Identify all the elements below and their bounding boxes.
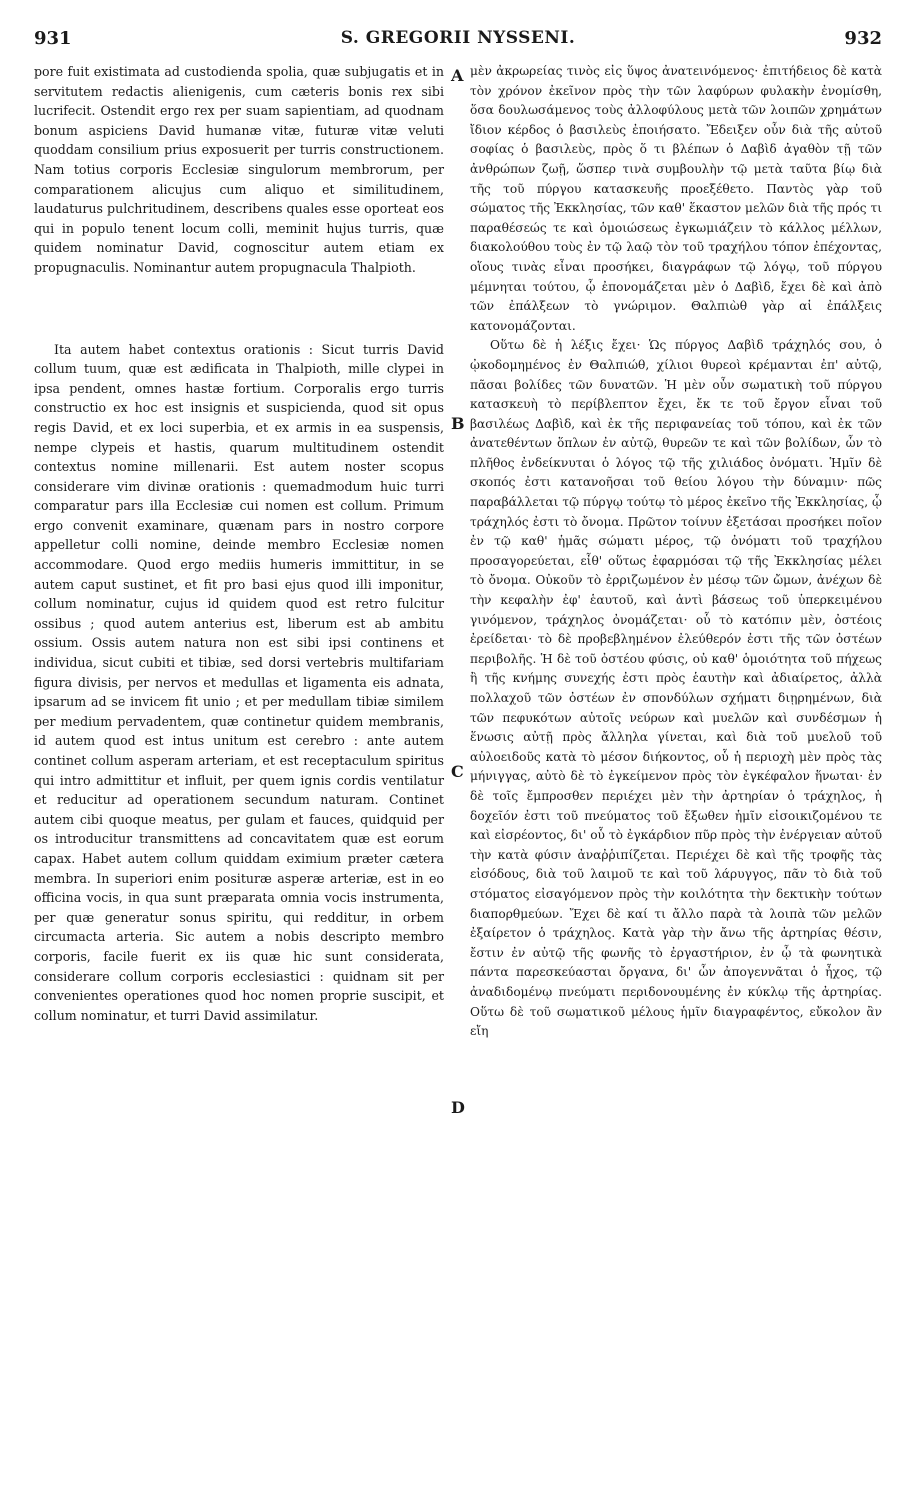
running-header: [34, 28, 882, 56]
latin-paragraph-2: Ita autem habet contextus orationis : Sicut turris David collum tuum, quæ est ædificata in Thalpioth, mille clypei in ipsa pendent, omnes hastæ fortium. Corporalis ergo turris constructio ex hoc est insignis et suspicienda, quod sit opus regis David, et ex loci superbia, et ex armis in ea suspensis, nempe clypeis et hastis, quarum multitudinem ostendit contextus nomine millenarii. Est autem noster scopus considerare vim divinæ orationis : quemadmodum huic turri comparatur pars illa Ecclesiæ cui nomen est collum. Primum ergo convenit examinare, quænam pars in nostro corpore appelletur colli nomine, deinde membro Ecclesiæ nomen accommodare. Quod ergo mediis humeris immittitur, in se autem caput sustinet, et fit pro basi ejus quod illi imponitur, collum nominatur, cujus id quidem quod est retro fulcitur ossibus ; quod autem anterius est, liberum est ab ambitu ossium. Ossis autem natura non est sibi ipsi continens et individua, sicut cubiti et tibiæ, sed dorsi vertebris multifariam figura divisis, per nervos et medullas et ligamenta eis adnata, ipsarum ad se invicem fit unio ; et per medullam tibiæ similem per medium pervadentem, quæ continetur quidem membranis, id autem quod est intus unitum est cerebro : ante autem continet collum asperam arteriam, et est receptaculum spiritus qui intro admittitur et influit, per quem ignis cordis ventilatur et reducitur ad operationem secundum naturam. Continet autem cibi quoque meatus, per gulam et fauces, quidquid per os introducitur transmittens ad concavitatem quæ est eorum capax. Habet autem collum quiddam eximium præter cætera membra. In superiori enim posituræ asperæ arteriæ, est in eo officina vocis, in qua sunt præparata omnia vocis instrumenta, per quæ generatur sonus spiritu, qui redditur, in orbem circumacta arteria. Sic autem a nobis descripto membro corporis, facile fuerit ex iis quæ hic sunt considerata, considerare collum corporis ecclesiastici : quidnam sit per convenientes operationes quod hoc nomen proprie suscipit, et collum nominatur, et turri David assimilatur.: [34, 341, 444, 1023]
section-marker-c: C: [451, 762, 464, 781]
greek-paragraph-2: Οὕτω δὲ ἡ λέξις ἔχει· Ὡς πύργος Δαβὶδ τράχηλός σου, ὁ ᾠκοδομημένος ἐν Θαλπιώθ, χίλιοι θυρεοὶ κρέμανται ἐπ' αὐτῷ, πᾶσαι βολίδες τῶν δυνατῶν. Ἡ μὲν οὖν σωματικὴ τοῦ πύργου κατασκευὴ τὸ περίβλεπτον ἔχει, ἔκ τε τοῦ ἔργον εἶναι τοῦ βασιλέως Δαβὶδ, καὶ ἐκ τῆς περιφανείας τοῦ τόπου, καὶ ἐκ τῶν ἀνατεθέντων ὅπλων ἐν αὐτῷ, θυρεῶν τε καὶ τῶν βολίδων, ὧν τὸ πλῆθος ἐνδείκνυται ὁ λόγος τῷ τῆς χιλιάδος ὀνόματι. Ἡμῖν δὲ σκοπός ἐστι κατανοῆσαι τοῦ θείου λόγου τὴν δύναμιν· πῶς παραβάλλεται τῷ πύργῳ τούτῳ τὸ μέρος ἐκεῖνο τῆς Ἐκκλησίας, ᾧ τράχηλός ἐστι τὸ ὄνομα. Πρῶτον τοίνυν ἐξετάσαι προσήκει ποῖον ἐν τῷ καθ' ἡμᾶς σώματι μέρος, τῷ ὀνόματι τοῦ τραχήλου προσαγορεύεται, εἶθ' οὕτως ἐφαρμόσαι τῷ τῆς Ἐκκλησίας μέλει τὸ ὄνομα. Οὐκοῦν τὸ ἐρριζωμένον ἐν μέσῳ τῶν ὤμων, ἀνέχων δὲ τὴν κεφαλὴν ἐφ' ἑαυτοῦ, καὶ ἀντὶ βάσεως τοῦ ὑπερκειμένου γινόμενον, τράχηλος ὀνομάζεται· οὗ τὸ κατόπιν μὲν, ὀστέοις ἐρείδεται· τὸ δὲ προβεβλημένον ἐλεύθερόν ἐστι τῆς τῶν ὀστέων περιβολῆς. Ἡ δὲ τοῦ ὀστέου φύσις, οὐ καθ' ὁμοιότητα τοῦ πήχεως ἢ τῆς κνήμης συνεχής ἐστι πρὸς ἑαυτὴν καὶ ἀδιαίρετος, ἀλλὰ πολλαχοῦ τῶν ὀστέων ἐν σπονδύλων σχήματι διῃρημένων, διὰ τῶν πεφυκότων αὐτοῖς νεύρων καὶ μυελῶν καὶ συνδέσμων ἡ ἕνωσις αὐτῇ πρὸς ἄλληλα γίνεται, καὶ διὰ τοῦ μυελοῦ τοῦ αὐλοειδοῦς κατὰ τὸ μέσον διήκοντος, οὗ ἡ περιοχὴ μὲν πρὸς τὰς μήνιγγας, αὐτὸ δὲ τὸ ἐγκείμενον πρὸς τὸν ἐγκέφαλον ἥνωται· ἐν δὲ τοῖς ἔμπροσθεν περιέχει μὲν τὴν ἀρτηρίαν ὁ τράχηλος, ἡ δοχεῖόν ἐστι τοῦ πνεύματος τοῦ ἔξωθεν ἡμῖν εἰσοικιζομένου τε καὶ εἰσρέοντος, δι' οὗ τὸ ἐγκάρδιον πῦρ πρὸς τὴν ἐνέργειαν αὐτοῦ τὴν κατὰ φύσιν ἀναῤῥιπίζεται. Περιέχει δὲ καὶ τῆς τροφῆς τὰς εἰσόδους, διὰ τοῦ λαιμοῦ τε καὶ τοῦ λάρυγγος, πᾶν τὸ διὰ τοῦ στόματος εἰσαγόμενον πρὸς τὴν κοιλότητα τὴν δεκτικὴν τούτων διαπορθμεύων. Ἔχει δὲ καί τι ἄλλο παρὰ τὰ λοιπὰ τῶν μελῶν ἐξαίρετον ὁ τράχηλος. Κατὰ γὰρ τὴν ἄνω τῆς ἀρτηρίας θέσιν, ἔστιν ἐν αὐτῷ τῆς φωνῆς τὸ ἐργαστήριον, ἐν ᾧ τὰ φωνητικὰ πάντα παρεσκεύασται ὄργανα, δι' ὧν ἀπογεννᾶται ὁ ἦχος, τῷ ἀναδιδομένῳ πνεύματι περιδονουμένης ἐν κύκλῳ τῆς ἀρτηρίας. Οὕτω δὲ τοῦ σωματικοῦ μέλους ἡμῖν διαγραφέντος, εὔκολον ἂν εἴη: [470, 338, 882, 1039]
latin-column: [34, 62, 444, 1025]
section-marker-b: B: [451, 414, 465, 433]
section-marker-a: A: [451, 66, 464, 85]
greek-paragraph-1: μὲν ἀκρωρείας τινὸς εἰς ὕψος ἀνατεινόμενος· ἐπιτήδειος δὲ κατὰ τὸν χρόνον ἐκεῖνον πρὸς τὴν τῶν λαφύρων φυλακὴν ἐνομίσθη, ὅσα δουλωσάμενος τοὺς ἀλλοφύλους μετὰ τῶν λοιπῶν χρημάτων ἴδιον κέρδος ὁ βασιλεὺς ἐποιήσατο. Ἔδειξεν οὖν διὰ τῆς αὐτοῦ σοφίας ὁ βασιλεὺς, πρὸς ὅ τι βλέπων ὁ Δαβὶδ ἀγαθὸν τῇ τῶν ἀνθρώπων ζωῇ, ὥσπερ τινὰ συμβουλὴν τῷ μετὰ ταῦτα βίῳ διὰ τῆς τοῦ πύργου κατασκευῆς προεξέθετο. Παντὸς γὰρ τοῦ σώματος τῆς Ἐκκλησίας, τῶν καθ' ἕκαστον μελῶν διὰ τῆς πρός τι παραθέσεώς τε καὶ ὁμοιώσεως ἐγκωμιάζειν τὸ κάλλος μέλλων, διακολούθου τοὺς ἐν τῷ λαῷ τὸν τοῦ τραχήλου τόπον ἐπέχοντας, οἵους τινὰς εἶναι προσήκει, διαγράφων τῷ λόγῳ, τοῦ πύργου μέμνηται τούτου, ᾧ ἐπονομάζεται μὲν ὁ Δαβὶδ, ἔχει δὲ καὶ ἀπὸ τῶν ἐπάλξεων τὸ γνώριμον. Θαλπιὼθ γὰρ αἱ ἐπάλξεις κατονομάζονται.: [470, 64, 882, 333]
greek-column: [470, 62, 882, 1042]
page-number-right: 932: [844, 28, 882, 49]
running-title: S. GREGORII NYSSENI.: [340, 28, 576, 48]
latin-paragraph-1: pore fuit existimata ad custodienda spolia, quæ subjugatis et in servitutem redactis alienigenis, cum cæteris bonis rex sibi lucrifecit. Ostendit ergo rex per suam sapientiam, ad quodnam bonum aspiciens David humanæ vitæ, futuræ vitæ veluti quoddam consilium prius exposuerit per turris constructionem. Nam totius corporis Ecclesiæ singulorum membrorum, per comparationem alicujus cum aliquo et similitudinem, laudaturus pulchritudinem, describens quales esse oporteat eos qui in populo tenent locum colli, meminit hujus turris, quæ quidem nominatur David, cognoscitur autem etiam ex propugnaculis. Nominantur autem propugnacula Thalpioth.: [34, 64, 444, 275]
section-marker-d: D: [451, 1098, 465, 1117]
page-number-left: 931: [34, 28, 72, 49]
